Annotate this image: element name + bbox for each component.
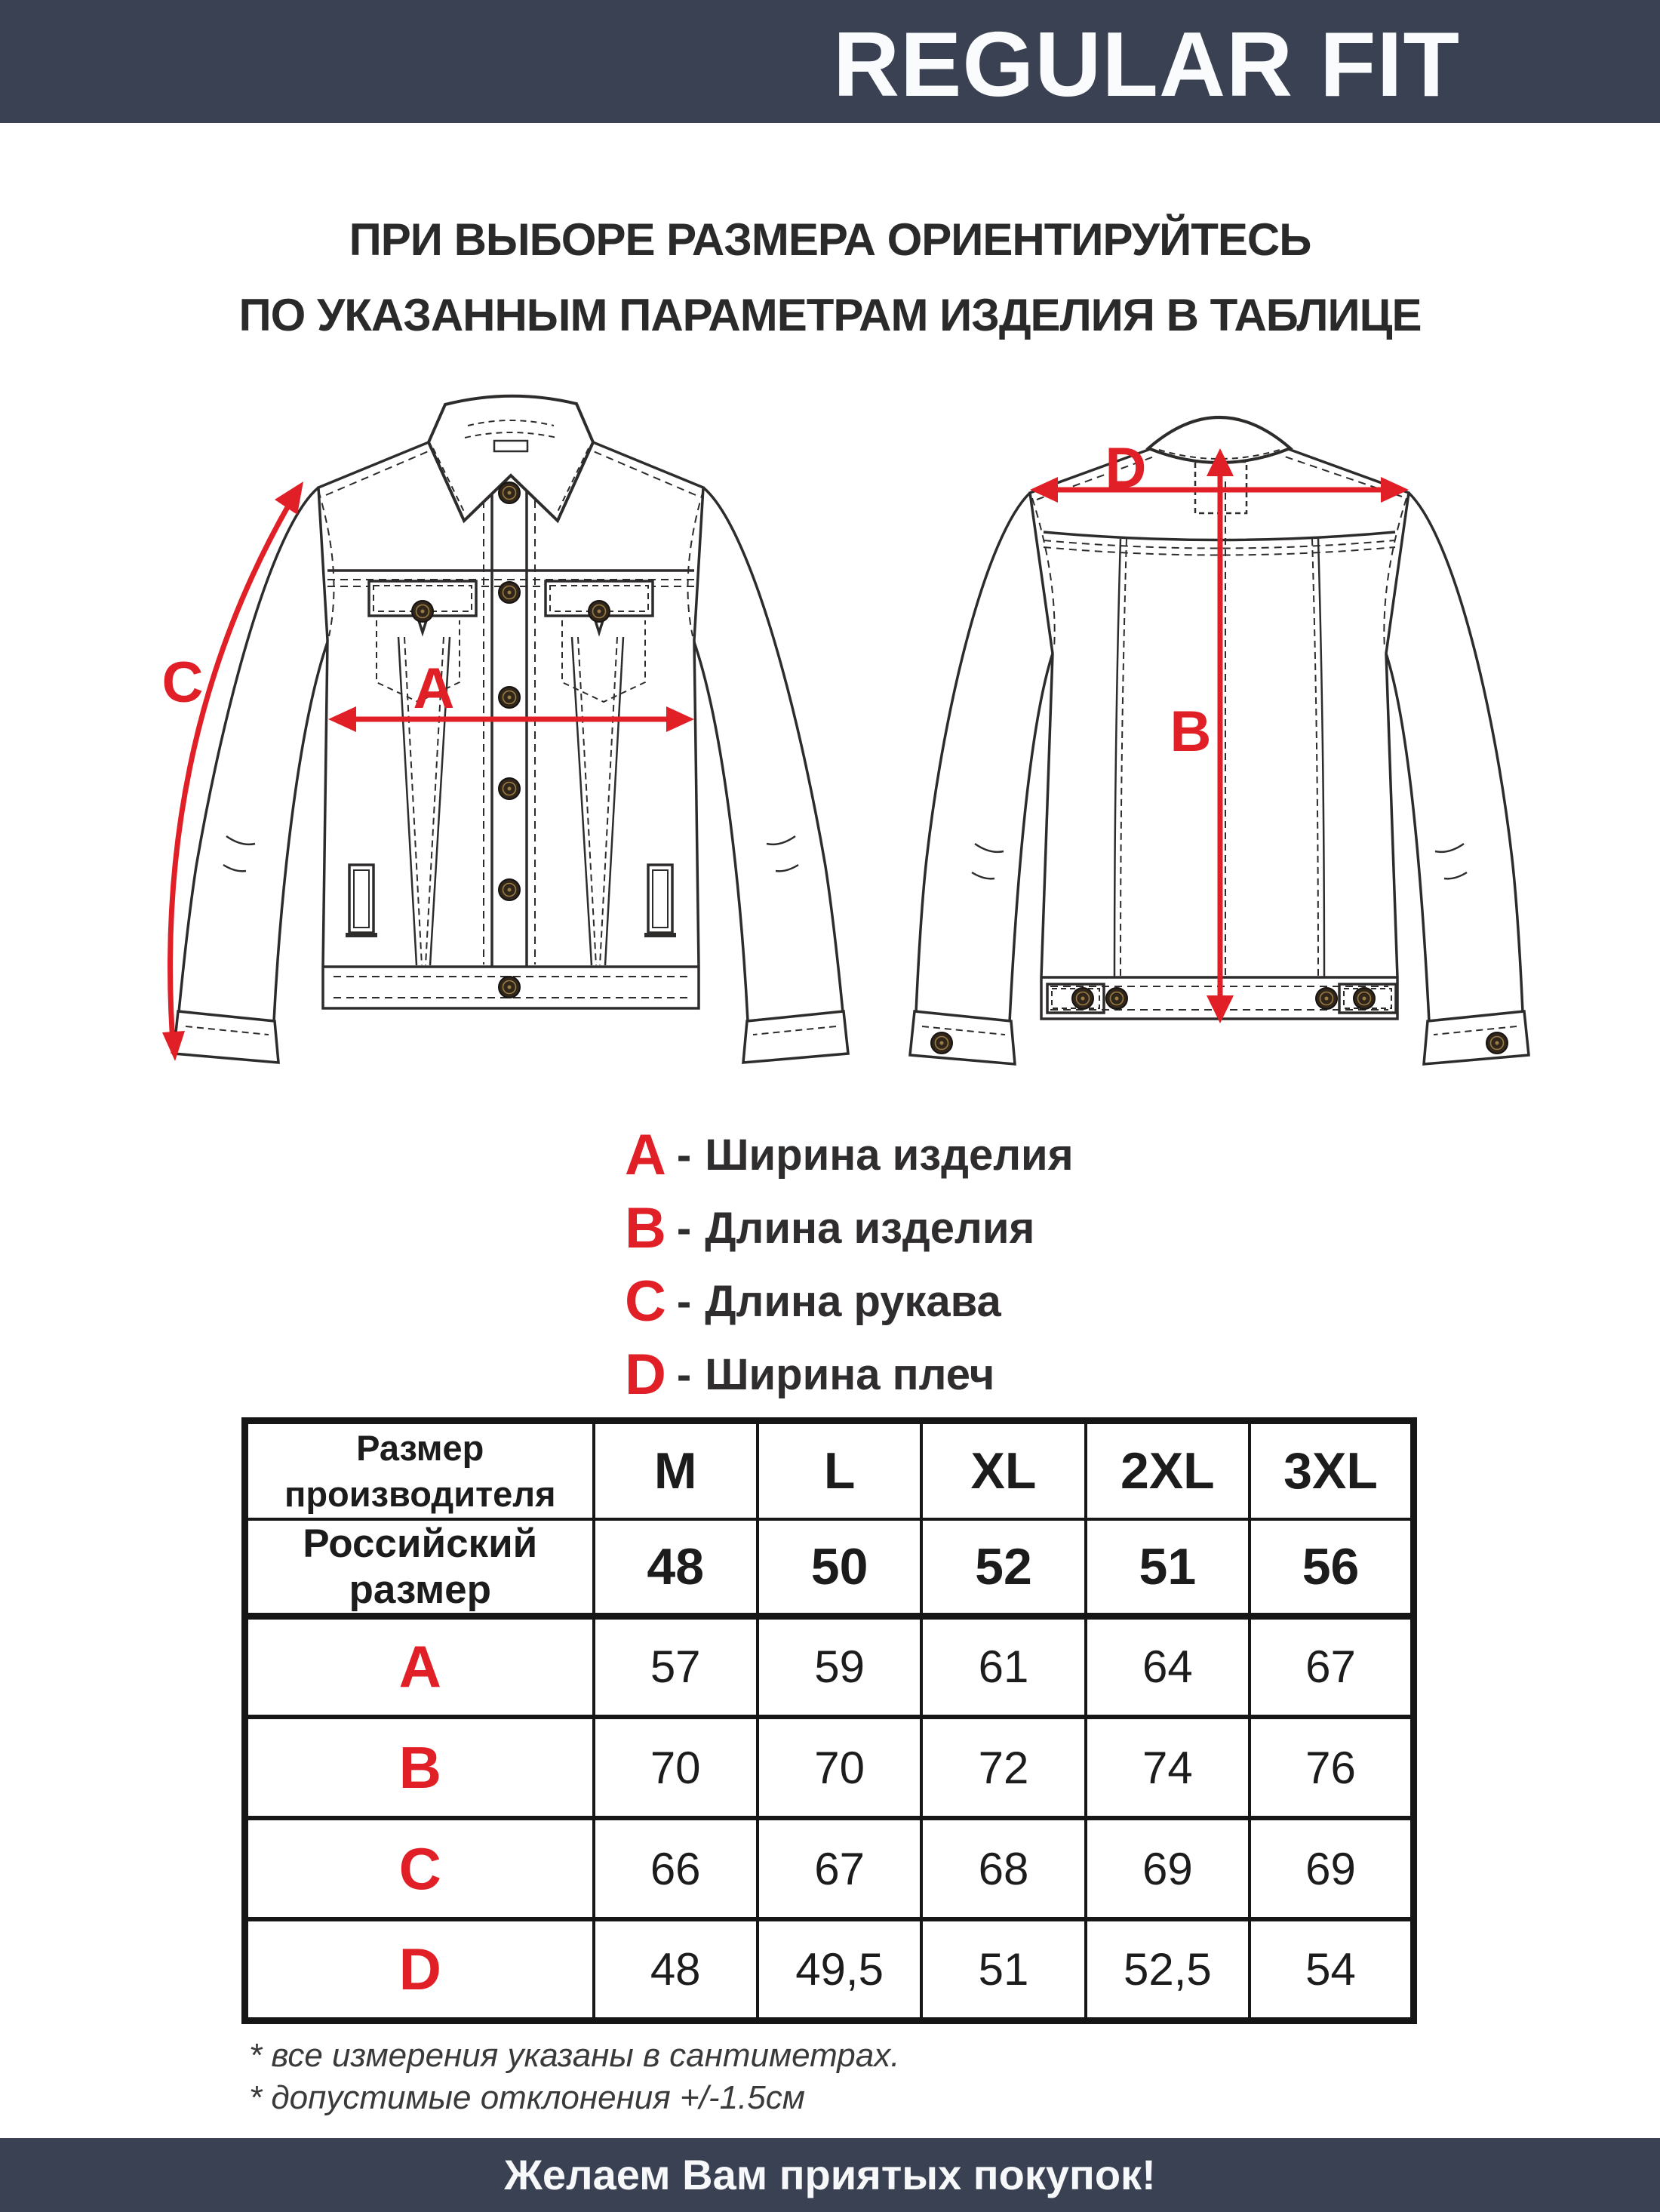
table-cell: 52 xyxy=(921,1519,1085,1617)
table-cell: 48 xyxy=(594,1919,758,2020)
size-table xyxy=(241,1417,1417,2024)
table-cell: 61 xyxy=(921,1616,1085,1717)
legend-desc: Длина рукава xyxy=(705,1277,1001,1326)
table-row-c xyxy=(245,1818,1414,1919)
table-row-b xyxy=(245,1717,1414,1818)
table-cell: 52,5 xyxy=(1086,1919,1250,2020)
table-row-d xyxy=(245,1919,1414,2020)
legend-item-d xyxy=(625,1338,1074,1411)
intro-title-line2: ПО УКАЗАННЫМ ПАРАМЕТРАМ ИЗДЕЛИЯ В ТАБЛИЦЕ xyxy=(238,290,1422,340)
size-col-header: 3XL xyxy=(1250,1421,1413,1519)
table-cell: 67 xyxy=(758,1818,921,1919)
table-cell: 69 xyxy=(1250,1818,1413,1919)
table-header-row xyxy=(245,1421,1414,1519)
legend-desc: Длина изделия xyxy=(705,1204,1035,1253)
measure-label-d: D xyxy=(1105,436,1147,500)
footer-bar xyxy=(0,2138,1660,2212)
size-col-header: L xyxy=(758,1421,921,1519)
footnote-units: * все измерения указаны в сантиметрах. xyxy=(249,2037,900,2074)
measure-label-a: A xyxy=(413,657,455,721)
legend-key: C xyxy=(625,1269,666,1334)
table-cell: 49,5 xyxy=(758,1919,921,2020)
table-row-russian-size xyxy=(245,1519,1414,1617)
legend-separator: - xyxy=(676,1131,692,1180)
footnote-tolerance: * допустимые отклонения +/-1.5см xyxy=(249,2079,805,2116)
legend-desc: Ширина плеч xyxy=(705,1350,995,1399)
fit-title: REGULAR FIT xyxy=(832,13,1460,115)
table-cell: 66 xyxy=(594,1818,758,1919)
measure-legend xyxy=(625,1118,1074,1411)
intro-title-line1: ПРИ ВЫБОРЕ РАЗМЕРА ОРИЕНТИРУЙТЕСЬ xyxy=(349,214,1311,265)
row-label: B xyxy=(245,1717,594,1818)
measure-label-c: C xyxy=(161,651,204,715)
table-cell: 64 xyxy=(1086,1616,1250,1717)
jacket-back-drawing xyxy=(860,376,1585,1085)
table-cell: 68 xyxy=(921,1818,1085,1919)
table-cell: 51 xyxy=(921,1919,1085,2020)
legend-key: D xyxy=(625,1343,666,1407)
legend-item-a xyxy=(625,1118,1074,1192)
size-col-header: M xyxy=(594,1421,758,1519)
legend-item-b xyxy=(625,1192,1074,1265)
table-cell: 67 xyxy=(1250,1616,1413,1717)
legend-separator: - xyxy=(676,1350,692,1399)
table-cell: 51 xyxy=(1086,1519,1250,1617)
table-cell: 74 xyxy=(1086,1717,1250,1818)
legend-item-c xyxy=(625,1265,1074,1338)
legend-desc: Ширина изделия xyxy=(705,1131,1074,1180)
measure-label-b: B xyxy=(1170,700,1212,764)
table-cell: 69 xyxy=(1086,1818,1250,1919)
table-cell: 70 xyxy=(758,1717,921,1818)
table-cell: 76 xyxy=(1250,1717,1413,1818)
table-cell: 48 xyxy=(594,1519,758,1617)
row-label: D xyxy=(245,1919,594,2020)
table-cell: 50 xyxy=(758,1519,921,1617)
manufacturer-size-header: Размер производителя xyxy=(245,1421,594,1519)
table-cell: 70 xyxy=(594,1717,758,1818)
legend-key: B xyxy=(625,1196,666,1260)
row-label: Российский размер xyxy=(245,1519,594,1617)
table-cell: 57 xyxy=(594,1616,758,1717)
intro-title xyxy=(0,202,1660,353)
table-cell: 56 xyxy=(1250,1519,1413,1617)
legend-key: A xyxy=(625,1123,666,1187)
legend-separator: - xyxy=(676,1204,692,1253)
table-cell: 54 xyxy=(1250,1919,1413,2020)
row-label: A xyxy=(245,1616,594,1717)
size-col-header: 2XL xyxy=(1086,1421,1250,1519)
jacket-front-drawing xyxy=(113,376,868,1085)
size-col-header: XL xyxy=(921,1421,1085,1519)
table-cell: 72 xyxy=(921,1717,1085,1818)
footer-message: Желаем Вам приятых покупок! xyxy=(504,2151,1156,2198)
table-cell: 59 xyxy=(758,1616,921,1717)
table-row-a xyxy=(245,1616,1414,1717)
footnotes xyxy=(249,2035,899,2119)
row-label: C xyxy=(245,1818,594,1919)
legend-separator: - xyxy=(676,1277,692,1326)
